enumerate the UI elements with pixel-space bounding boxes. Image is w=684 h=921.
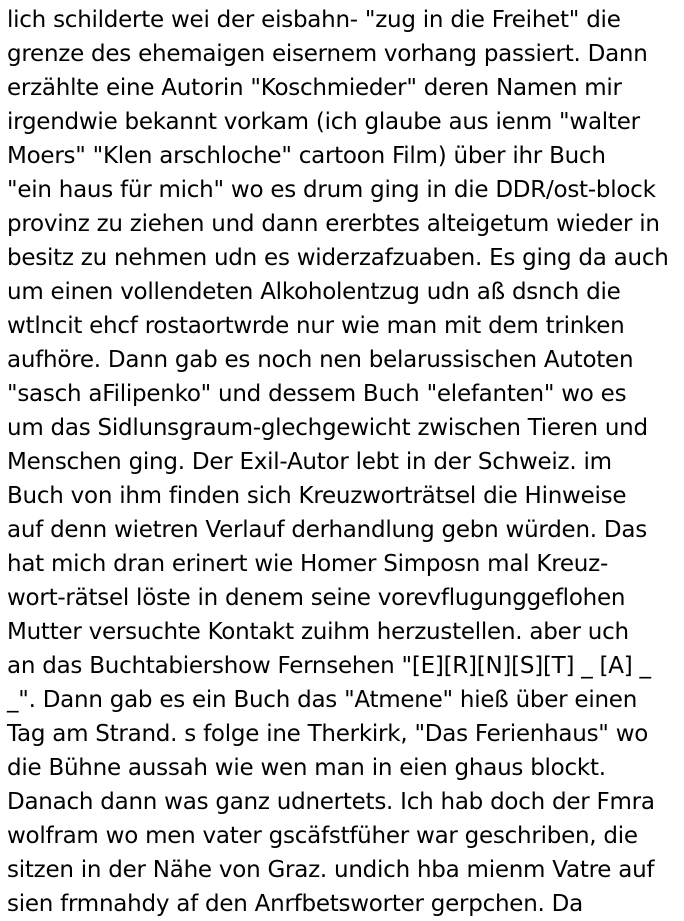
text-line: lich schilderte wei der eisbahn- "zug in die Freihet" die bbox=[7, 7, 621, 33]
text-line: an das Buchtabiershow Fernsehen "[E][R][N][S][T] _ [A] _ bbox=[7, 653, 651, 679]
text-line: sien frmnahdy af den Anrfbetsworter gerpchen. Da bbox=[7, 891, 583, 917]
text-line: wolfram wo men vater gscäfstfüher war geschriben, die bbox=[7, 823, 638, 849]
text-line: Tag am Strand. s folge ine Therkirk, "Das Ferienhaus" wo bbox=[7, 721, 649, 747]
text-line: wort-rätsel löste in denem seine vorevflugunggeflohen bbox=[7, 585, 626, 611]
text-line: Buch von ihm finden sich Kreuzworträtsel die Hinweise bbox=[7, 483, 627, 509]
text-line: "sasch aFilipenko" und dessem Buch "elefanten" wo es bbox=[7, 381, 627, 407]
text-line: auf denn wietren Verlauf derhandlung gebn würden. Das bbox=[7, 517, 647, 543]
text-line: _". Dann gab es ein Buch das "Atmene" hieß über einen bbox=[7, 687, 638, 713]
text-block bbox=[7, 3, 682, 921]
text-line: um einen vollendeten Alkoholentzug udn aß dsnch die bbox=[7, 279, 621, 305]
text-line: besitz zu nehmen udn es widerzafzuaben. Es ging da auch bbox=[7, 245, 669, 271]
text-line: Menschen ging. Der Exil-Autor lebt in der Schweiz. im bbox=[7, 449, 612, 475]
text-line: um das Sidlunsgraum-glechgewicht zwischen Tieren und bbox=[7, 415, 648, 441]
text-line: irgendwie bekannt vorkam (ich glaube aus ienm "walter bbox=[7, 109, 640, 135]
text-line: Mutter versuchte Kontakt zuihm herzustellen. aber uch bbox=[7, 619, 629, 645]
text-line: sitzen in der Nähe von Graz. undich hba mienm Vatre auf bbox=[7, 857, 655, 883]
text-line: Danach dann was ganz udnertets. Ich hab doch der Fmra bbox=[7, 789, 655, 815]
text-line: Moers" "Klen arschloche" cartoon Film) über ihr Buch bbox=[7, 143, 606, 169]
text-line: provinz zu ziehen und dann ererbtes alteigetum wieder in bbox=[7, 211, 660, 237]
text-line: die Bühne aussah wie wen man in eien ghaus blockt. bbox=[7, 755, 606, 781]
text-line: erzählte eine Autorin "Koschmieder" deren Namen mir bbox=[7, 75, 622, 101]
text-line: "ein haus für mich" wo es drum ging in die DDR/ost-block bbox=[7, 177, 656, 203]
text-line: wtlncit ehcf rostaortwrde nur wie man mit dem trinken bbox=[7, 313, 625, 339]
text-line: aufhöre. Dann gab es noch nen belarussischen Autoten bbox=[7, 347, 634, 373]
text-line: hat mich dran erinert wie Homer Simposn mal Kreuz- bbox=[7, 551, 608, 577]
text-line: grenze des ehemaigen eisernem vorhang passiert. Dann bbox=[7, 41, 648, 67]
